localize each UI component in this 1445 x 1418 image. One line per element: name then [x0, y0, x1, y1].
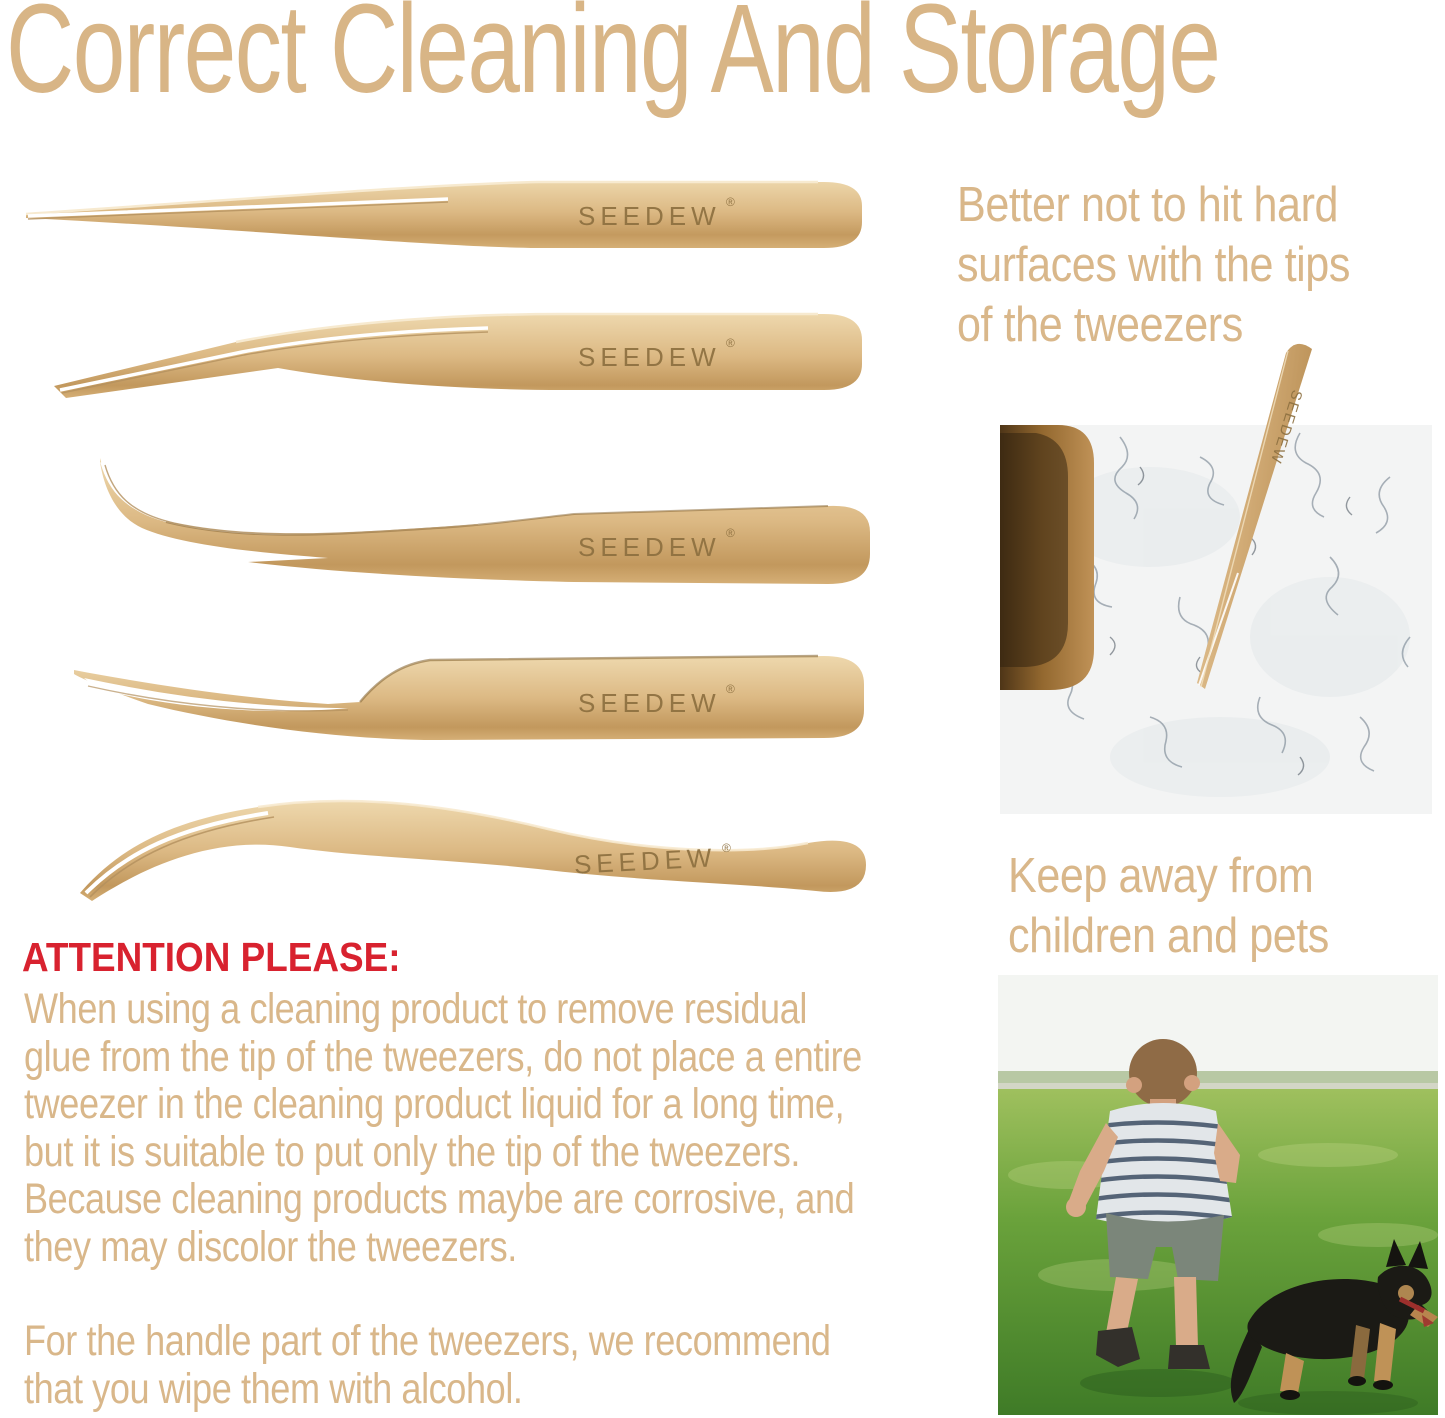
tweezer-body: [26, 182, 862, 248]
child-hair: [1129, 1039, 1197, 1107]
paragraph-line: When using a cleaning product to remove residual: [24, 985, 807, 1033]
paragraph-line: they may discolor the tweezers.: [24, 1222, 517, 1271]
tip-line: children and pets: [1008, 909, 1329, 963]
brand-engraving: SEEDEW: [573, 842, 718, 880]
tip-keep-away: [1008, 846, 1373, 966]
brand-registered-mark: ®: [726, 195, 735, 209]
brand-engraving: SEEDEW: [578, 201, 721, 231]
marble-photo: [1000, 337, 1432, 814]
paragraph-line: tweezer in the cleaning product liquid for a long time,: [24, 1080, 845, 1128]
brand-registered-mark: ®: [722, 841, 731, 855]
wood-tray-cavity: [1000, 433, 1068, 667]
tweezer-angled-image: [18, 300, 878, 412]
attention-heading: ATTENTION PLEASE:: [22, 934, 401, 980]
tweezer-s-curved-image: [18, 785, 878, 910]
attention-paragraph-1: [24, 986, 1021, 1271]
brand-engraving: SEEDEW: [578, 688, 721, 718]
shadow: [1080, 1369, 1236, 1397]
shadow: [1238, 1391, 1418, 1415]
paragraph-line: For the handle part of the tweezers, we recommend: [24, 1317, 831, 1365]
brand-engraving: SEEDEW: [578, 532, 721, 562]
brand-engraving: SEEDEW: [1266, 387, 1306, 467]
tip-line: surfaces with the tips: [957, 238, 1350, 292]
paragraph-line: glue from the tip of the tweezers, do not place a entire: [24, 1032, 862, 1081]
tweezer-curved-image: [18, 640, 878, 752]
tip-line: Better not to hit hard: [957, 178, 1339, 232]
tweezer-curved-l-image: [18, 452, 888, 592]
page-title: Correct Cleaning And Storage: [6, 0, 1220, 119]
tip-line: Keep away from: [1008, 849, 1314, 903]
brand-registered-mark: ®: [726, 336, 735, 350]
brand-engraving: SEEDEW: [578, 342, 721, 372]
tweezer-body: [100, 458, 870, 584]
tweezer-body: [54, 314, 862, 398]
child-dog-photo: [998, 975, 1438, 1415]
tweezer-straight-image: [18, 168, 878, 260]
brand-registered-mark: ®: [726, 682, 735, 696]
child-boot: [1168, 1345, 1210, 1369]
tip-line: of the tweezers: [957, 298, 1243, 352]
tip-hard-surfaces: [957, 175, 1404, 355]
child-leg: [1174, 1277, 1198, 1347]
attention-paragraph-2: [24, 1318, 984, 1413]
brand-registered-mark: ®: [726, 526, 735, 540]
paragraph-line: but it is suitable to put only the tip of the tweezers.: [24, 1127, 801, 1176]
tree-line: [998, 1071, 1438, 1085]
paragraph-line: that you wipe them with alcohol.: [24, 1364, 523, 1413]
paragraph-line: Because cleaning products maybe are corrosive, and: [24, 1175, 855, 1223]
